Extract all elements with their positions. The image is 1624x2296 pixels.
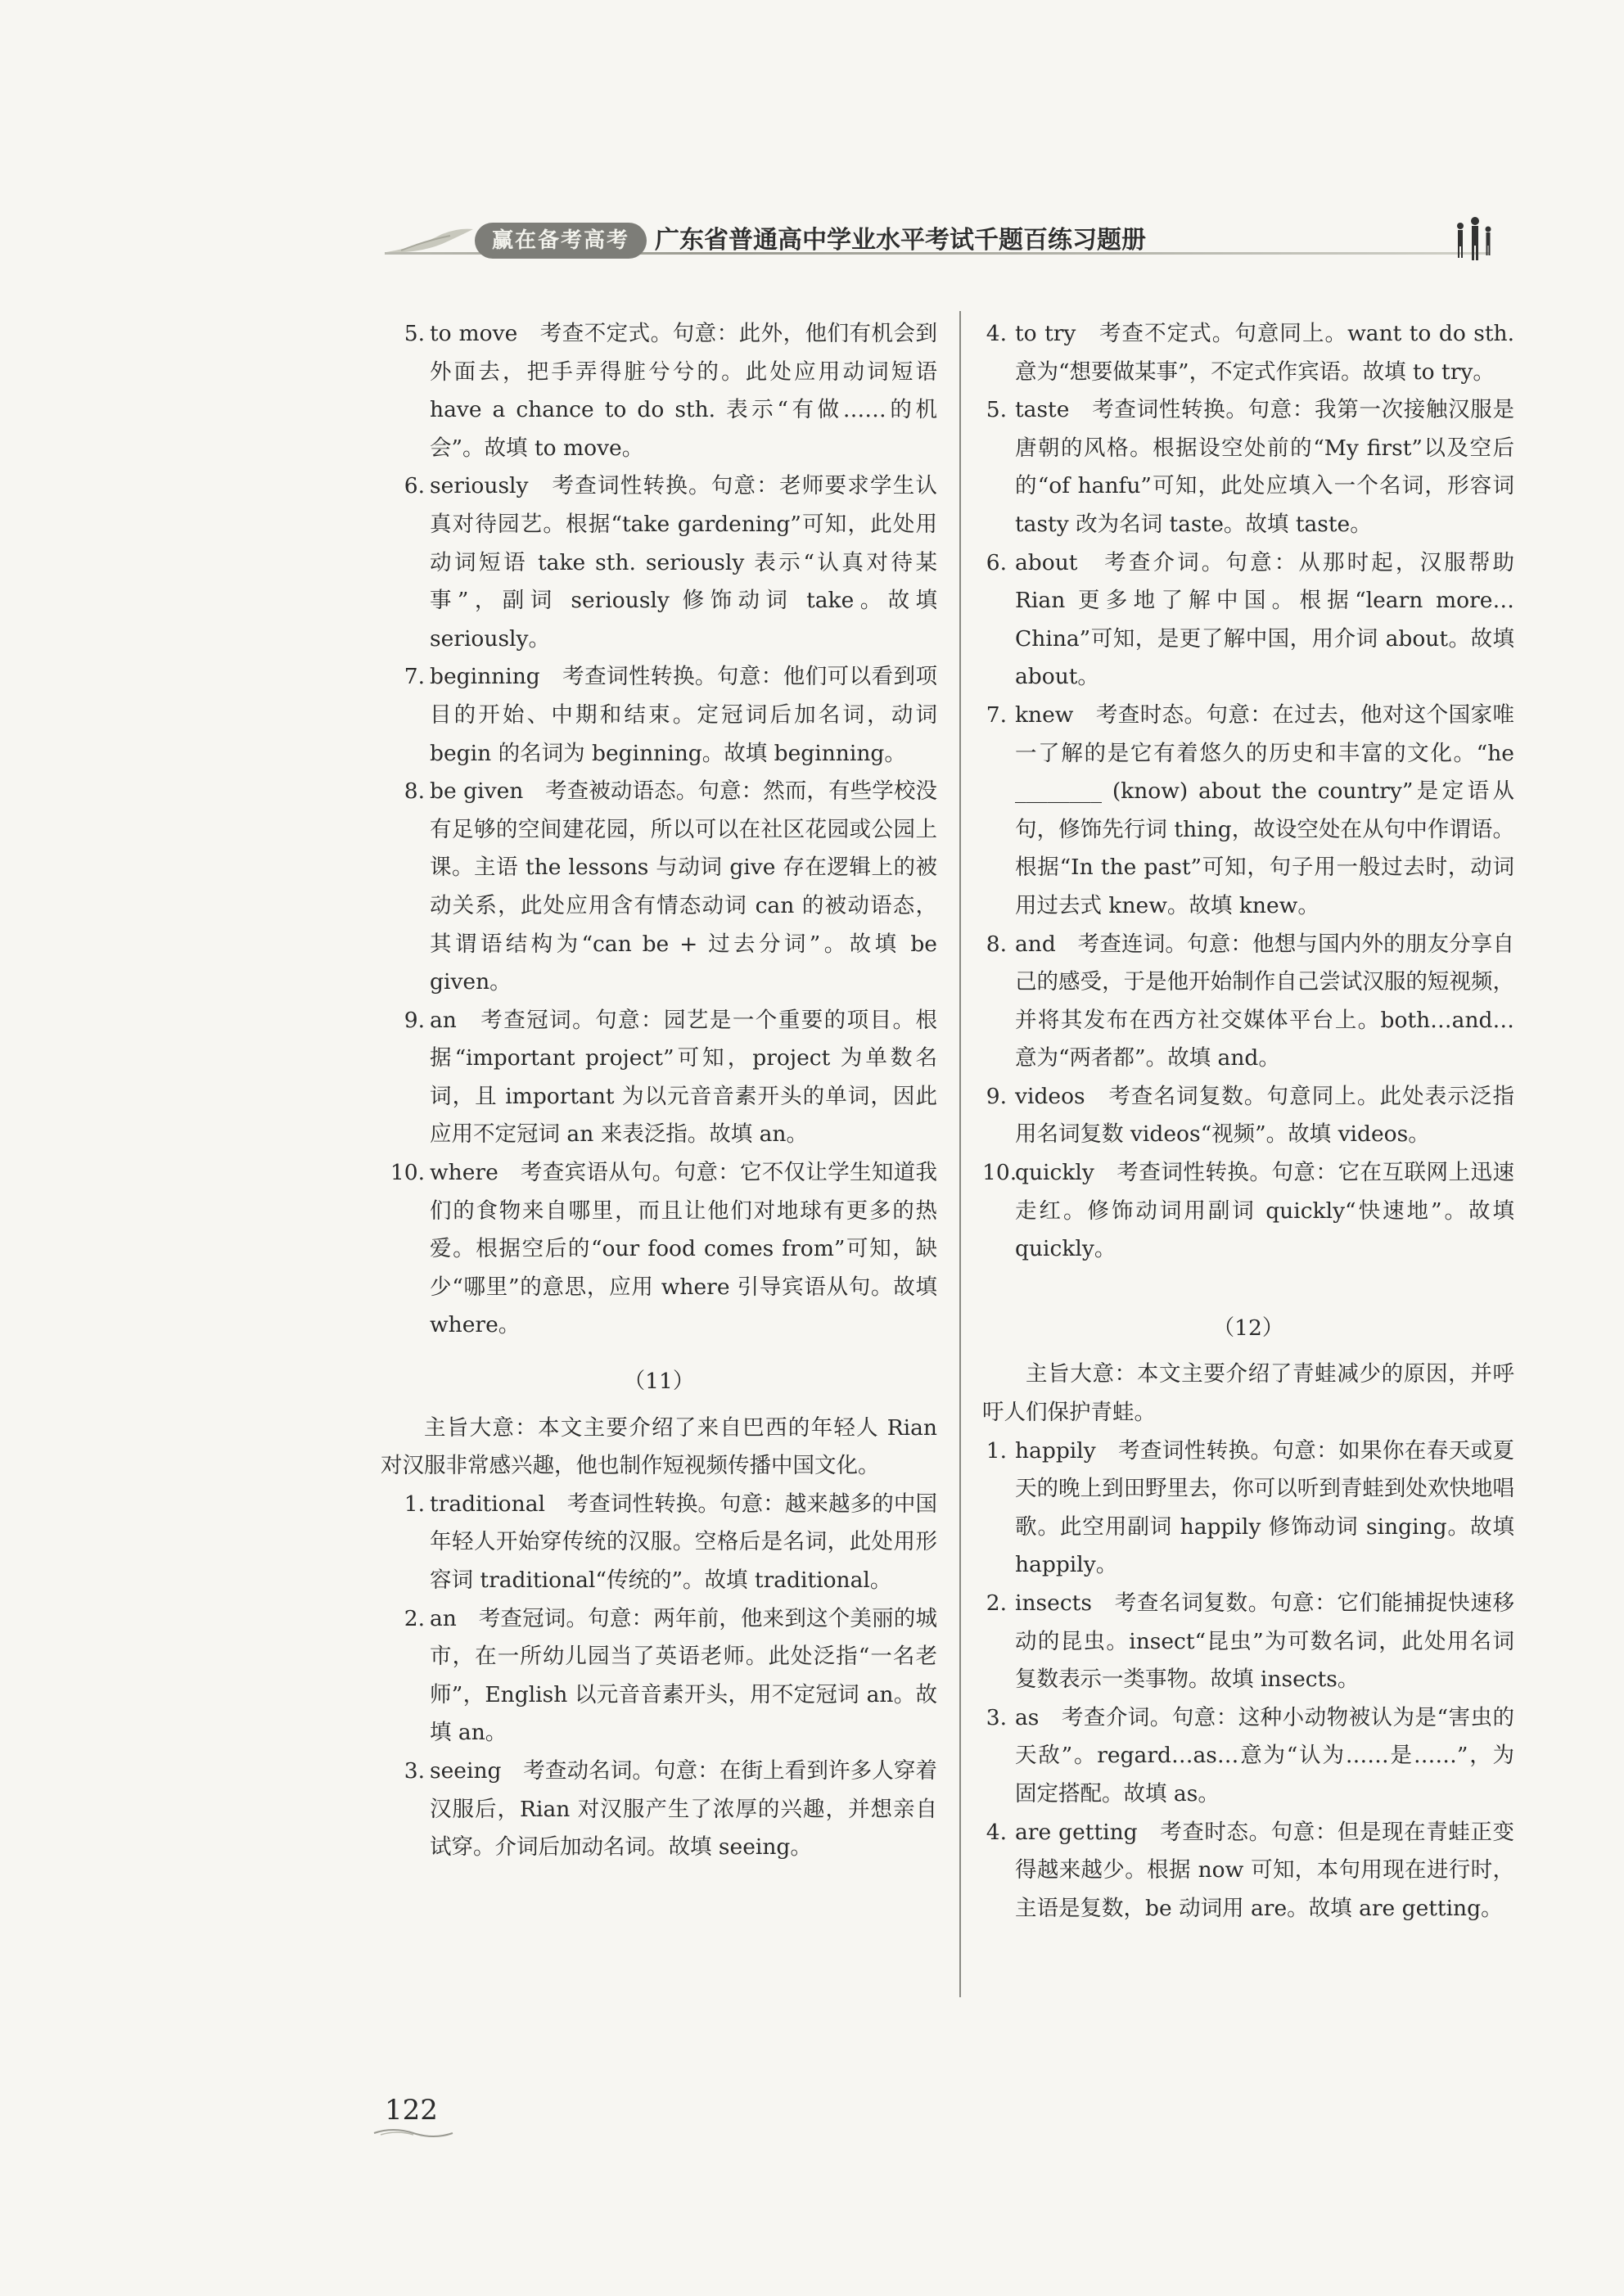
leaf-decoration-icon [385,223,475,255]
item-text: beginning 考查词性转换。句意：他们可以看到项目的开始、中期和结束。定冠词后加名词，动词 begin 的名词为 beginning。故填 beginning。 [430,664,937,766]
answer-item [381,773,937,1002]
answer-item [381,1002,937,1154]
running-header [385,214,1498,272]
answer-item [381,467,937,658]
item-number: 9 . [982,1078,1007,1116]
item-text: where 考查宾语从句。句意：它不仅让学生知道我们的食物来自哪里，而且让他们对地球有更多的热爱。根据空后的“our food comes from”可知，缺少“哪里”的意思，应用 where 引导宾语从句。故填 where。 [430,1160,937,1338]
answer-item [982,544,1514,697]
item-number: 8 . [982,926,1007,964]
series-badge: 赢在备考高考 [475,223,647,259]
item-text: be given 考查被动语态。句意：然而，有些学校没有足够的空间建花园，所以可以在社区花园或公园上课。主语 the lessons 与动词 give 存在逻辑上的被动关系，此处应用含有情态动词 can 的被动语态，其谓语结构为“can be + 过去分词”。故填 be given。 [430,778,937,995]
summary-11: 主旨大意：本文主要介绍了来自巴西的年轻人 Rian 对汉服非常感兴趣，他也制作短视频传播中国文化。 [381,1414,937,1479]
answer-item [381,1600,937,1752]
item-number: 6 . [982,544,1007,583]
item-number: 4 . [982,315,1007,354]
answer-item [982,1814,1514,1928]
answer-list-11 [381,1486,937,1867]
item-text: to try 考查不定式。句意同上。want to do sth. 意为“想要做某事”，不定式作宾语。故填 to try。 [1015,321,1514,385]
item-text: an 考查冠词。句意：园艺是一个重要的项目。根据“important project”可知，project 为单数名词，且 important 为以元音音素开头的单词，因此应用不定冠词 an 来表泛指。故填 an。 [430,1007,937,1148]
item-text: to move 考查不定式。句意：此外，他们有机会到外面去，把手弄得脏兮兮的。此处应用动词短语 have a chance to do sth. 表示“有做……的机会”。故填 to move。 [430,321,937,461]
item-number: 3 . [982,1699,1007,1738]
item-text: an 考查冠词。句意：两年前，他来到这个美丽的城市，在一所幼儿园当了英语老师。此处泛指“一名老师”，English 以元音音素开头，用不定冠词 an。故填 an。 [430,1605,937,1746]
item-text: traditional 考查词性转换。句意：越来越多的中国年轻人开始穿传统的汉服。空格后是名词，此处用形容词 traditional“传统的”。故填 traditional。 [430,1491,937,1593]
answer-item [982,697,1514,926]
summary-12: 主旨大意：本文主要介绍了青蛙减少的原因，并呼吁人们保护青蛙。 [982,1361,1514,1426]
column-divider [959,311,961,1997]
item-text: taste 考查词性转换。句意：我第一次接触汉服是唐朝的风格。根据设空处前的“My first”以及空后的“of hanfu”可知，此处应填入一个名词，形容词 tasty 改为名词 taste。故填 taste。 [1015,397,1514,537]
item-text: knew 考查时态。句意：在过去，他对这个国家唯一了解的是它有着悠久的历史和丰富的文化。“he ________ (know) about the country”是定语从句，修饰先行词 thing，故设空处在从句中作谓语。根据“In the past”可知，句子用一般过去时，动词用过去式 knew。故填 knew。 [1015,701,1514,918]
page-ornament-icon [372,2127,454,2140]
answer-list-12 [982,1432,1514,1928]
answer-item [982,391,1514,544]
item-text: and 考查连词。句意：他想与国内外的朋友分享自己的感受，于是他开始制作自己尝试汉服的短视频，并将其发布在西方社交媒体平台上。both…and…意为“两者都”。故填 and。 [1015,931,1514,1071]
item-number: 8 . [381,773,425,811]
answer-item [381,658,937,773]
item-text: happily 考查词性转换。句意：如果你在春天或夏天的晚上到田野里去，你可以听到青蛙到处欢快地唱歌。此空用副词 happily 修饰动词 singing。故填 happily。 [1015,1437,1514,1578]
left-column [381,315,937,1867]
item-text: seriously 考查词性转换。句意：老师要求学生认真对待园艺。根据“take gardening”可知，此处用动词短语 take sth. seriously 表示“认真对待某事”，副词 seriously 修饰动词 take。故填 seriously。 [430,473,937,652]
answer-item [381,1752,937,1867]
item-number: 9 . [381,1002,425,1040]
item-text: are getting 考查时态。句意：但是现在青蛙正变得越来越少。根据 now 可知，本句用现在进行时，主语是复数，be 动词用 are。故填 are getting。 [1015,1819,1514,1921]
answer-item [381,315,937,467]
section-title-12: （12） [1212,1315,1284,1341]
page-number: 122 [385,2094,438,2127]
item-number: 5 . [982,391,1007,430]
section-title-11: （11） [623,1369,695,1395]
item-number: 10 . [381,1154,425,1193]
answer-item [982,1432,1514,1585]
answer-item [982,1078,1514,1154]
answer-item [982,926,1514,1078]
item-text: about 考查介词。句意：从那时起，汉服帮助 Rian 更多地了解中国。根据“learn more…China”可知，是更了解中国，用介词 about。故填 about。 [1015,549,1514,690]
answer-item [381,1486,937,1600]
item-text: seeing 考查动名词。句意：在街上看到许多人穿着汉服后，Rian 对汉服产生了浓厚的兴趣，并想亲自试穿。介词后加动名词。故填 seeing。 [430,1757,937,1861]
answer-list-11-cont [982,315,1514,1269]
item-text: as 考查介词。句意：这种小动物被认为是“害虫的天敌”。regard…as…意为“认为……是……”，为固定搭配。故填 as。 [1015,1704,1514,1807]
answer-item [982,1585,1514,1699]
answer-item [982,1154,1514,1269]
item-text: videos 考查名词复数。句意同上。此处表示泛指用名词复数 videos“视频”。故填 videos。 [1015,1083,1514,1148]
item-number: 10 . [982,1154,1007,1193]
book-title: 广东省普通高中学业水平考试千题百练习题册 [655,226,1146,255]
item-number: 2 . [381,1600,425,1639]
item-number: 5 . [381,315,425,354]
family-icon [1449,214,1498,264]
item-number: 7 . [381,658,425,697]
answer-item [982,1699,1514,1814]
item-number: 2 . [982,1585,1007,1623]
item-number: 7 . [982,697,1007,735]
item-number: 4 . [982,1814,1007,1852]
answer-list-10 [381,315,937,1345]
item-number: 1 . [982,1432,1007,1471]
answer-item [982,315,1514,391]
item-number: 6 . [381,467,425,506]
item-text: insects 考查名词复数。句意：它们能捕捉快速移动的昆虫。insect“昆虫”为可数名词，此处用名词复数表示一类事物。故填 insects。 [1015,1590,1514,1693]
item-number: 1 . [381,1486,425,1524]
answer-item [381,1154,937,1345]
right-column [982,315,1514,1928]
item-number: 3 . [381,1752,425,1791]
item-text: quickly 考查词性转换。句意：它在互联网上迅速走红。修饰动词用副词 quickly“快速地”。故填 quickly。 [1015,1160,1514,1262]
